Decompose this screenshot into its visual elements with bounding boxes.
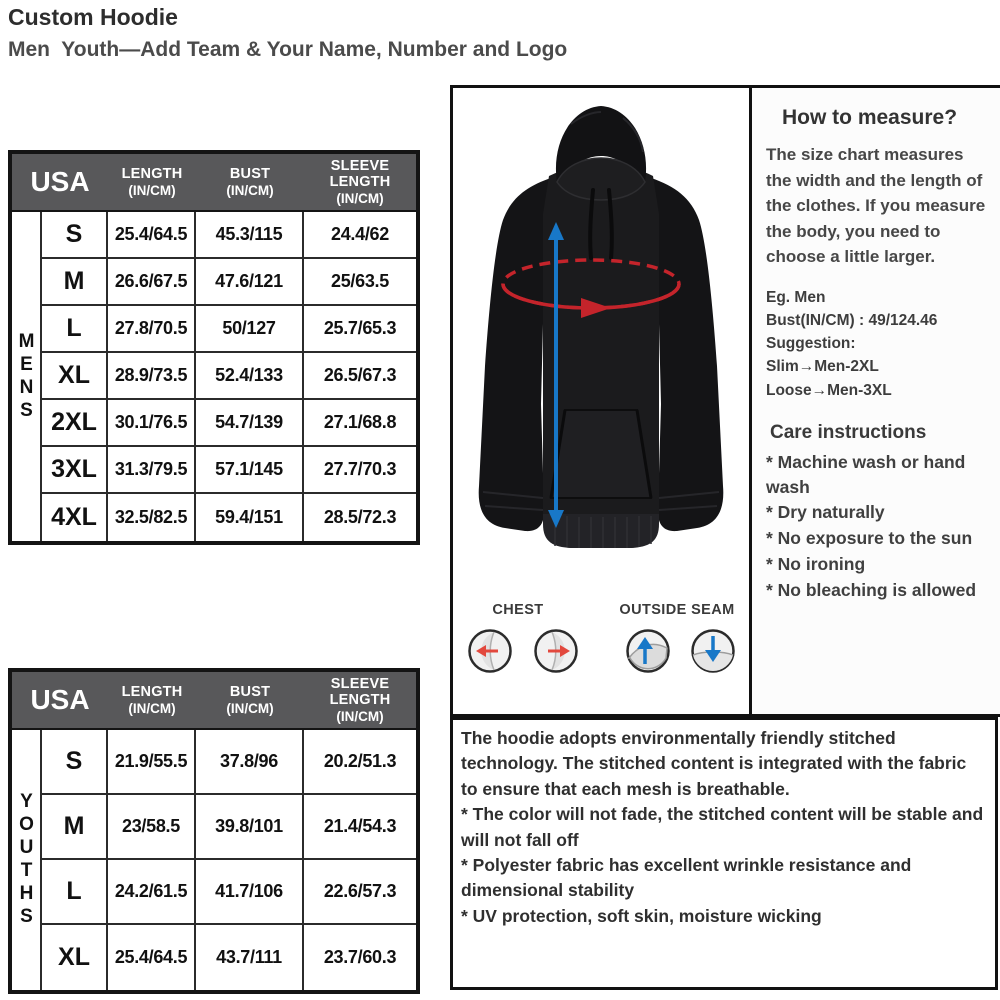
table-body xyxy=(12,730,416,990)
table-header-row xyxy=(12,672,416,730)
table-body xyxy=(12,212,416,541)
chest-fabric-arrow-left-icon xyxy=(467,628,513,674)
column-header-sleeve-length: SLEEVE LENGTH (IN/CM) xyxy=(329,157,391,206)
length-cell: 30.1/76.5 xyxy=(108,400,196,447)
bust-cell: 47.6/121 xyxy=(196,259,304,306)
bust-cell: 59.4/151 xyxy=(196,494,304,541)
example-line: Bust(IN/CM) : 49/124.46 xyxy=(766,311,938,329)
column-header-usa: USA xyxy=(30,165,90,197)
size-cell: XL xyxy=(42,925,108,990)
care-instructions-heading: Care instructions xyxy=(770,421,927,443)
example-line: Suggestion: xyxy=(766,335,856,352)
feature-item: * The color will not fade, the stitched content will be stable and will not fall off xyxy=(461,804,984,850)
bust-cell: 43.7/111 xyxy=(196,925,304,990)
care-instructions-list xyxy=(766,450,992,603)
column-header-bust: BUST (IN/CM) xyxy=(226,165,274,198)
length-cell: 25.4/64.5 xyxy=(108,212,196,259)
chest-fabric-arrow-right-icon xyxy=(533,628,579,674)
sleeve-cell: 26.5/67.3 xyxy=(304,353,416,400)
feature-item: * Polyester fabric has excellent wrinkle resistance and dimensional stability xyxy=(461,854,912,901)
how-to-measure-heading: How to measure? xyxy=(782,106,958,129)
column-header-length: LENGTH (IN/CM) xyxy=(121,165,183,198)
page-subtitle: Men Youth—Add Team & Your Name, Number and Logo xyxy=(8,38,568,61)
sleeve-cell: 25/63.5 xyxy=(304,259,416,306)
size-cell: S xyxy=(42,212,108,259)
size-cell: M xyxy=(42,795,108,860)
bust-cell: 37.8/96 xyxy=(196,730,304,795)
sleeve-cell: 21.4/54.3 xyxy=(304,795,416,860)
length-cell: 21.9/55.5 xyxy=(108,730,196,795)
sleeve-cell: 20.2/51.3 xyxy=(304,730,416,795)
care-item: * No bleaching is allowed xyxy=(766,579,977,600)
length-cell: 23/58.5 xyxy=(108,795,196,860)
size-cell: XL xyxy=(42,353,108,400)
size-cell: L xyxy=(42,860,108,925)
page-title: Custom Hoodie xyxy=(8,4,178,30)
table-header-row xyxy=(12,154,416,212)
size-cell: 4XL xyxy=(42,494,108,541)
outside-seam-label: OUTSIDE SEAM xyxy=(619,602,735,618)
bust-cell: 39.8/101 xyxy=(196,795,304,860)
example-line: Slim→Men-2XL xyxy=(766,358,879,376)
care-item: * Machine wash or hand wash xyxy=(766,451,966,497)
size-cell: S xyxy=(42,730,108,795)
seam-fabric-arrow-down-icon xyxy=(690,628,736,674)
column-header-length: LENGTH (IN/CM) xyxy=(121,683,183,716)
sleeve-cell: 25.7/65.3 xyxy=(304,306,416,353)
bust-cell: 41.7/106 xyxy=(196,860,304,925)
seam-fabric-arrow-up-icon xyxy=(625,628,671,674)
hoodie-measure-diagram-panel xyxy=(450,85,752,717)
size-cell: L xyxy=(42,306,108,353)
sleeve-cell: 23.7/60.3 xyxy=(323,947,397,967)
size-cell: M xyxy=(42,259,108,306)
fabric-features-panel xyxy=(450,717,998,990)
bust-cell: 54.7/139 xyxy=(196,400,304,447)
bust-cell: 57.1/145 xyxy=(196,447,304,494)
example-line: Eg. Men xyxy=(766,288,826,306)
care-item: * No ironing xyxy=(766,554,866,575)
sleeve-cell: 28.5/72.3 xyxy=(323,507,397,527)
bust-cell: 50/127 xyxy=(196,306,304,353)
size-cell: 2XL xyxy=(42,400,108,447)
feature-item: * UV protection, soft skin, moisture wicking xyxy=(461,905,822,926)
length-cell: 26.6/67.5 xyxy=(108,259,196,306)
group-label-youths: YOUTHS xyxy=(12,730,42,990)
length-cell: 31.3/79.5 xyxy=(108,447,196,494)
bust-cell: 45.3/115 xyxy=(196,212,304,259)
column-header-bust: BUST (IN/CM) xyxy=(226,683,274,716)
how-to-measure-text: The size chart measures the width and the length of the clothes. If you measure the body, you need to choose a little larger. xyxy=(766,145,986,266)
column-header-sleeve-length: SLEEVE LENGTH (IN/CM) xyxy=(329,675,391,724)
length-cell: 27.8/70.5 xyxy=(108,306,196,353)
sleeve-cell: 24.4/62 xyxy=(304,212,416,259)
youths-size-table xyxy=(8,668,420,994)
sleeve-cell: 27.7/70.3 xyxy=(304,447,416,494)
bust-cell: 52.4/133 xyxy=(196,353,304,400)
features-intro: The hoodie adopts environmentally friendly stitched technology. The stitched content is integrated with the fabric to ensure that each mesh is breathable. xyxy=(461,728,967,799)
example-line: Loose→Men-3XL xyxy=(766,381,892,399)
mens-size-table xyxy=(8,150,420,545)
length-cell: 32.5/82.5 xyxy=(108,494,196,541)
hoodie-illustration xyxy=(453,94,749,599)
size-suggestion-example xyxy=(766,286,992,402)
care-item: * No exposure to the sun xyxy=(766,528,973,549)
sleeve-cell: 27.1/68.8 xyxy=(304,400,416,447)
length-cell: 25.4/64.5 xyxy=(108,925,196,990)
length-cell: 28.9/73.5 xyxy=(108,353,196,400)
sleeve-cell: 22.6/57.3 xyxy=(304,860,416,925)
how-to-measure-panel xyxy=(752,85,1000,717)
chest-label: CHEST xyxy=(492,602,544,618)
length-cell: 24.2/61.5 xyxy=(108,860,196,925)
care-item: * Dry naturally xyxy=(766,502,885,523)
size-cell: 3XL xyxy=(42,447,108,494)
group-label-mens: MENS xyxy=(12,212,42,541)
column-header-usa: USA xyxy=(30,683,90,715)
